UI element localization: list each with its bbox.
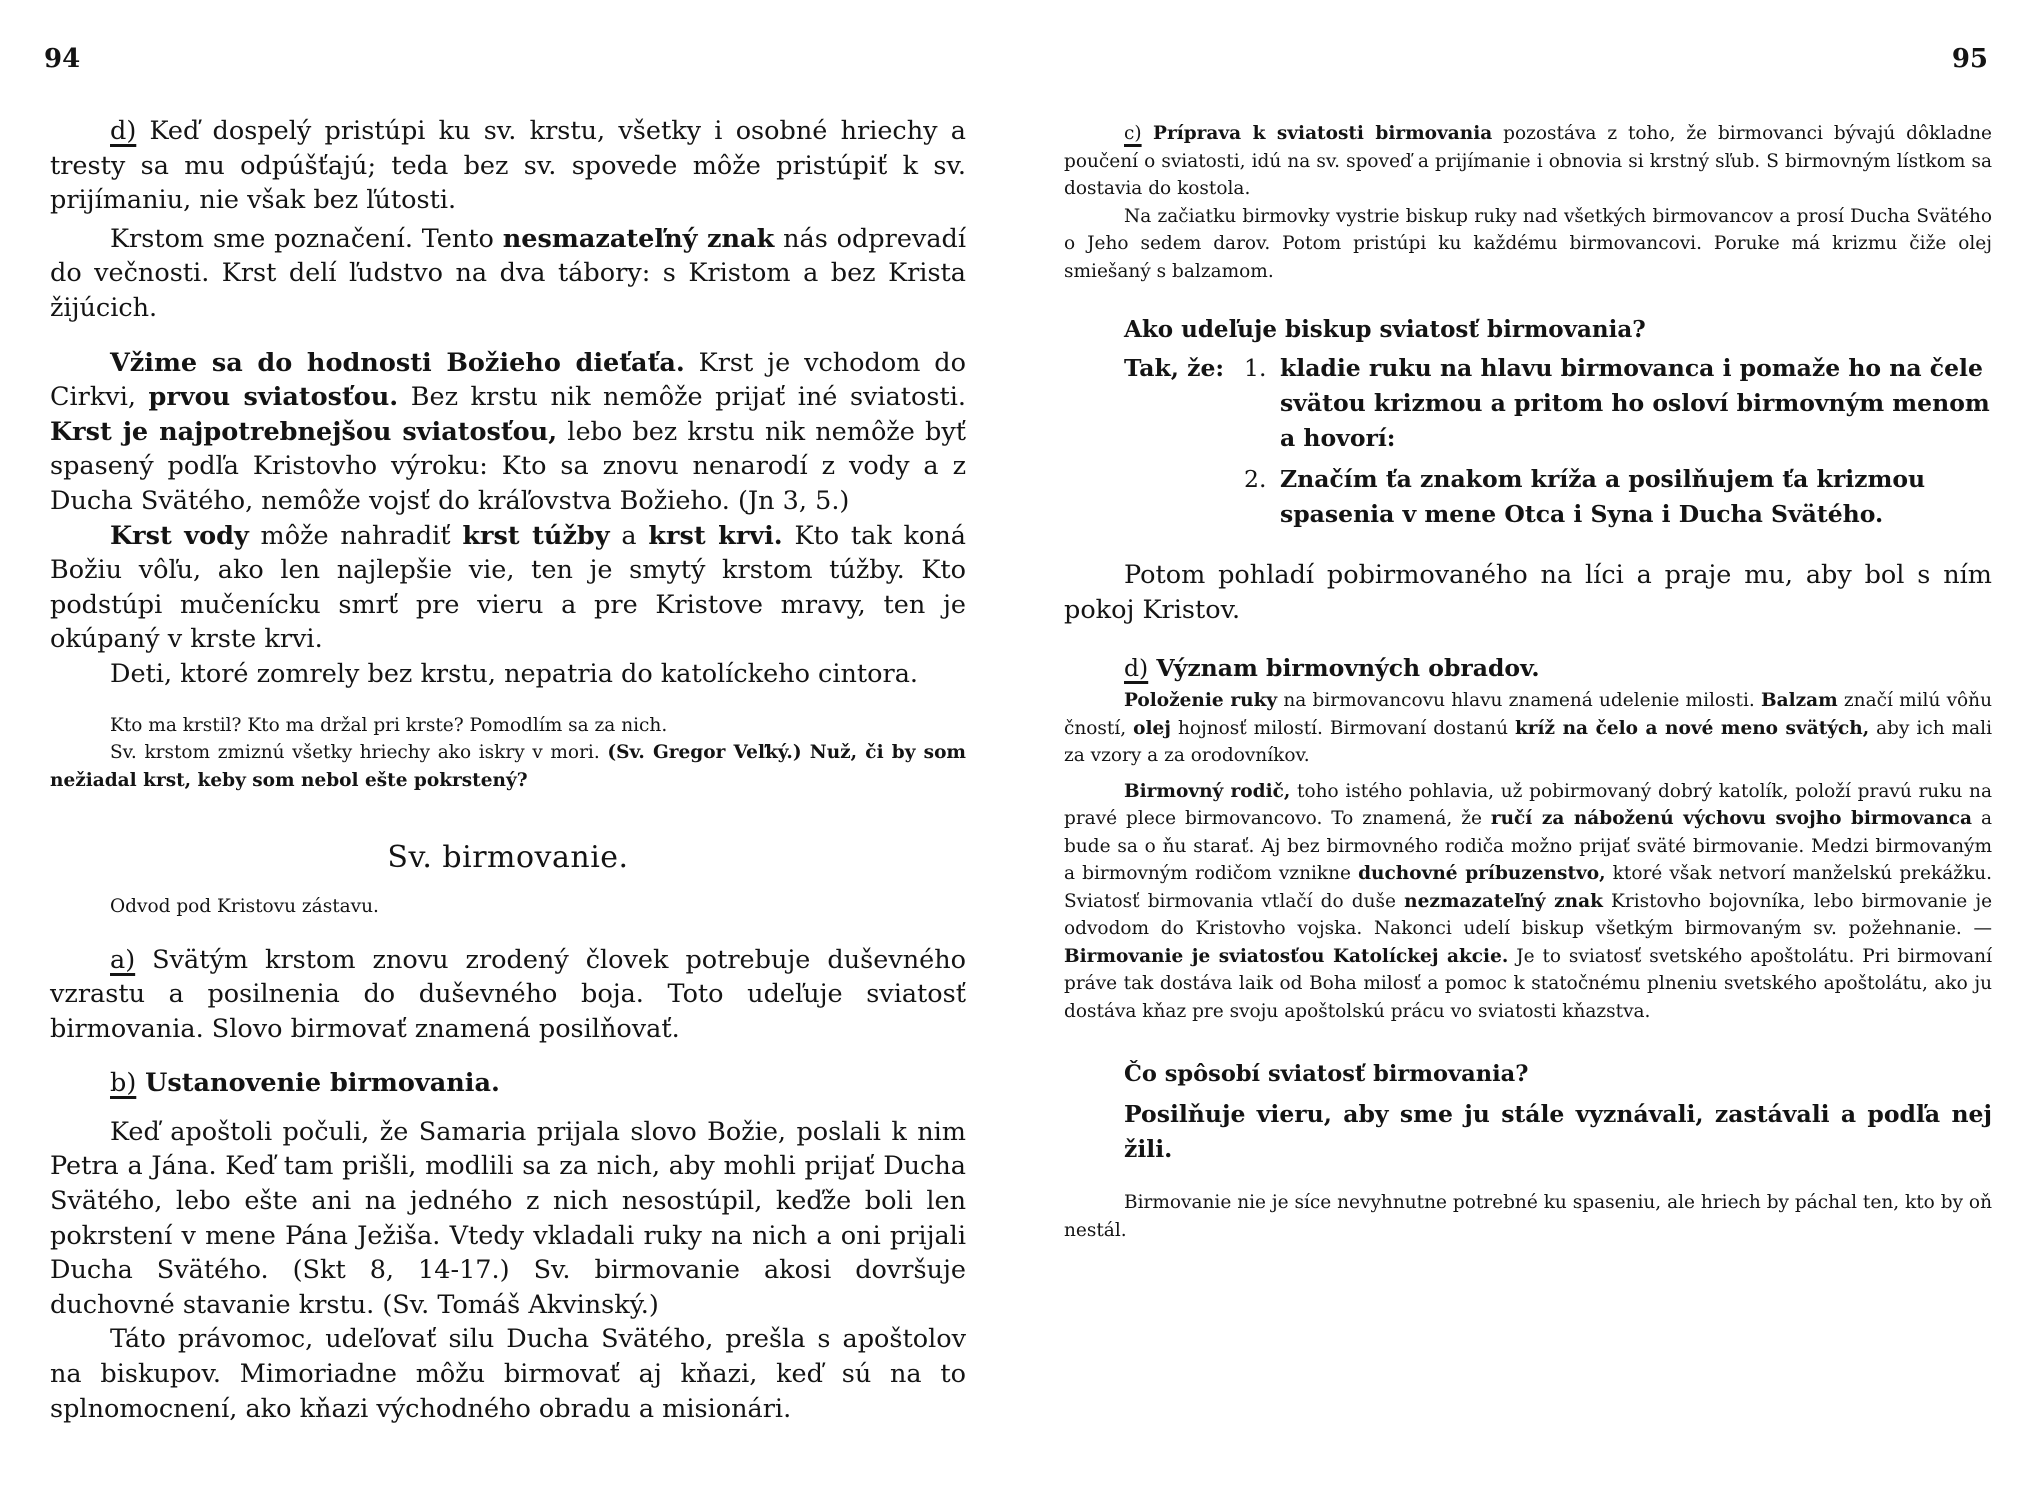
paragraph-ceremony-start: Na začiatku birmovky vystrie biskup ruky nad všetkých birmovancov a prosí Ducha Svätého o Jeho sedem darov. Potom pristúpi ku každému birmovancovi. Poruke má krizmu čiže olej smiešaný s balzamom. — [1064, 205, 1992, 282]
paragraph-godparent: Birmovný rodič, toho istého pohlavia, už pobirmovaný dobrý katolík, položí pravú ruku na pravé plece birmovancovo. To znamená, že ručí za náboženú výchovu svojho birmovanca a bude sa o ňu starať. Aj bez birmovného rodiča možno prijať sväté birmovanie. Medzi birmovaným a birmovným rodičom vznikne duchovné príbuzenstvo, ktoré však netvorí manželskú prekážku. Sviatosť birmovania vtlačí do duše nezmazateľný znak Kristovho bojovníka, lebo birmovanie je odvodom do Kristovho vojska. Nakonci udelí biskup všetkým birmovaným sv. požehnanie. — Birmovanie je sviatosťou Katolíckej akcie. Je to sviatosť svetského apoštolátu. Pri birmovaní práve tak dostáva laik od Boha milosť a pomoc k statočnému plneniu svetského apoštolátu, ako ju dostáva kňaz pre svoju apoštolskú prácu vo sviatosti kňazstva. — [1064, 780, 1993, 1022]
answer-lead: Tak, že: — [1124, 354, 1225, 382]
paragraph-dignity: Vžime sa do hodnosti Božieho dieťaťa. Krst je vchodom do Cirkvi, prvou sviatosťou. Bez krstu nik nemôže prijať iné sviatosti. Krst je najpotrebnejšou sviatosťou, lebo bez krstu nik nemôže byť spasený podľa Kristovho výroku: Kto sa znovu nenarodí z vody a z Ducha Svätého, nemôže vojsť do kráľovstva Božieho. (Jn 3, 5.) — [50, 347, 966, 516]
paragraph-baptism-types: Krst vody môže nahradiť krst túžby a krst krvi. Kto tak koná Božiu vôľu, ako len najlepšie vie, ten je smytý krstom túžby. Kto podstúpi mučenícku smrť pre vieru a pre Kristove mravy, ten je okúpaný v krste krvi. — [50, 520, 966, 655]
page-number-right: 95 — [1951, 44, 1988, 74]
question-effect: Čo spôsobí sviatosť birmovania? — [1124, 1061, 1529, 1088]
answer-effect: Posilňuje vieru, aby sme ju stále vyznávali, zastávali a podľa nej žili. — [1124, 1100, 1992, 1164]
paragraph-samaria: Keď apoštoli počuli, že Samaria prijala slovo Božie, poslali k nim Petra a Jána. Keď tam prišli, modlili sa za nich, aby mohli prijať Ducha Svätého, lebo ešte ani na jedného z nich nesostúpil, keďže boli len pokrstení v mene Pána Ježiša. Vtedy vkladali ruky na nich a oni prijali Ducha Svätého. (Skt 8, 14-17.) Sv. birmovanie akosi dovršuje duchovné stavanie krstu. (Sv. Tomáš Akvinský.) — [50, 1116, 966, 1320]
answer-num-1: 1. — [1244, 354, 1267, 382]
page-number-left: 94 — [44, 44, 81, 74]
paragraph-authority: Táto právomoc, udeľovať silu Ducha Svätého, prešla s apoštolov na biskupov. Mimoriadne môžu birmovať aj kňazi, keď sú na to splnomocnení, ako kňazi východného obradu a misionári. — [50, 1324, 966, 1424]
answer-num-2: 2. — [1244, 465, 1267, 493]
paragraph-caress: Potom pohladí pobirmovaného na líci a praje mu, aby bol s ním pokoj Kristov. — [1064, 560, 1992, 625]
paragraph-b-heading: b) Ustanovenie birmovania. — [110, 1068, 500, 1099]
right-page — [1009, 0, 2018, 1500]
para-label-c: c) — [1124, 123, 1142, 144]
question-how-bishop: Ako udeľuje biskup sviatosť birmovania? — [1124, 316, 1646, 343]
left-column — [50, 114, 966, 1426]
paragraph-c-preparation: c) Príprava k sviatosti birmovania pozostáva z toho, že birmovanci bývajú dôkladne poučení o sviatosti, idú na sv. spoveď a prijímanie i obnovia si krstný sľub. S birmovným lístkom sa dostavia do kostola. — [1064, 123, 1992, 199]
answer-how-bishop — [1064, 351, 1992, 532]
answer-text-2: Značím ťa znakom kríža a posilňujem ťa krizmou spasenia v mene Otca i Syna i Ducha Svätého. — [1280, 465, 1926, 528]
note-who-baptized: Kto ma krstil? Kto ma držal pri krste? Pomodlím sa za nich. — [110, 714, 668, 736]
section-heading-confirmation: Sv. birmovanie. — [387, 840, 629, 875]
para-label-a: a) — [110, 944, 136, 975]
paragraph-d-heading: d) Význam birmovných obradov. — [1124, 654, 1540, 683]
para-label-b: b) — [110, 1068, 137, 1099]
right-column — [1064, 120, 1992, 1244]
paragraph-rites-meaning: Položenie ruky na birmovancovu hlavu znamená udelenie milosti. Balzam značí milú vôňu čností, olej hojnosť milostí. Birmovaní dostanú kríž na čelo a nové meno svätých, aby ich mali za vzory a za orodovníkov. — [1064, 690, 1992, 767]
paragraph-a-confirmation: a) Svätým krstom znovu zrodený človek potrebuje duševného vzrastu a posilnenia do duševného boja. Toto udeľuje sviatosť birmovania. Slovo birmovať znamená posilňovať. — [50, 944, 966, 1044]
note-gregory-quote: Sv. krstom zmiznú všetky hriechy ako iskry v mori. (Sv. Gregor Veľký.) Nuž, či by som nežiadal krst, keby som nebol ešte pokrstený? — [50, 742, 966, 791]
paragraph-children: Deti, ktoré zomrely bez krstu, nepatria do katolíckeho cintora. — [110, 658, 919, 689]
paragraph-indelible-mark: Krstom sme poznačení. Tento nesmazateľný znak nás odprevadí do večnosti. Krst delí ľudstvo na dva tábory: s Kristom a bez Krista žijúcich. — [50, 223, 967, 323]
paragraph-d-baptism: d) Keď dospelý pristúpi ku sv. krstu, všetky i osobné hriechy a tresty sa mu odpúšťajú; teda bez sv. spovede môže pristúpiť k sv. prijímaniu, nie však bez ľútosti. — [50, 116, 966, 216]
para-label-d-right: d) — [1124, 654, 1149, 683]
answer-text-1: kladie ruku na hlavu birmovanca i pomaže ho na čele svätou krizmou a pritom ho osloví birmovným menom a hovorí: — [1280, 354, 1990, 452]
para-label-d: d) — [110, 116, 137, 146]
section-subtitle: Odvod pod Kristovu zástavu. — [110, 896, 379, 917]
paragraph-final-note: Birmovanie nie je síce nevyhnutne potrebné ku spaseniu, ale hriech by páchal ten, kto by oň nestál. — [1064, 1192, 1992, 1241]
